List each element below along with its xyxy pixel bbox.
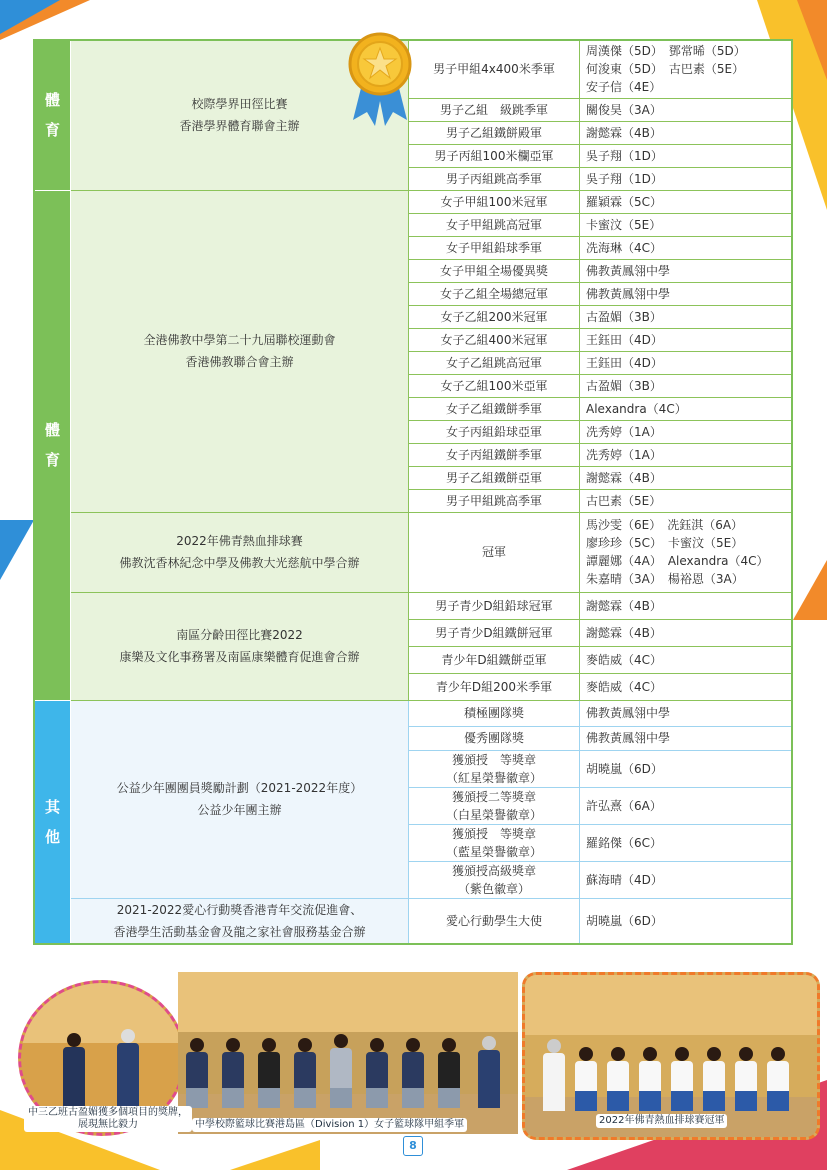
winner-cell: 吳子翔（1D） <box>580 144 793 167</box>
decor-triangle <box>0 0 60 34</box>
winner-cell: Alexandra（4C） <box>580 397 793 420</box>
event-name: 校際學界田徑比賽 香港學界體育聯會主辦 <box>71 40 409 190</box>
award-cell: 女子乙組100米亞軍 <box>409 374 580 397</box>
person-figure <box>330 1034 352 1108</box>
winner-cell: 古巴素（5E） <box>580 489 793 512</box>
award-cell: 女子甲組跳高冠軍 <box>409 213 580 236</box>
award-cell: 女子甲組鉛球季軍 <box>409 236 580 259</box>
award-cell: 積極團隊獎 <box>409 700 580 726</box>
winner-cell: 麥皓威（4C） <box>580 673 793 700</box>
award-cell: 女子甲組全場優異獎 <box>409 259 580 282</box>
winner-cell: 謝懿霖（4B） <box>580 121 793 144</box>
award-cell: 男子丙組100米欄亞軍 <box>409 144 580 167</box>
person-figure <box>735 1047 757 1111</box>
person-figure <box>366 1038 388 1108</box>
category-label: 其 他 <box>34 700 71 944</box>
award-cell: 冠軍 <box>409 512 580 592</box>
winner-cell: 古盈媚（3B） <box>580 305 793 328</box>
award-cell: 優秀團隊獎 <box>409 726 580 750</box>
winner-cell: 周漢傑（5D） 鄧常晞（5D） 何浚東（5D） 古巴素（5E） 安子信（4E） <box>580 40 793 98</box>
winner-cell: 冼秀婷（1A） <box>580 420 793 443</box>
awards-table <box>33 39 793 945</box>
award-cell: 男子乙組鐵餅殿軍 <box>409 121 580 144</box>
section-sports-2 <box>34 190 792 700</box>
winner-cell: 胡曉嵐（6D） <box>580 898 793 944</box>
award-cell: 男子丙組跳高季軍 <box>409 167 580 190</box>
page-number: 8 <box>403 1136 423 1156</box>
medal-icon <box>345 28 415 128</box>
winner-cell: 冼秀婷（1A） <box>580 443 793 466</box>
award-cell: 男子乙組鐵餅亞軍 <box>409 466 580 489</box>
person-figure <box>222 1038 244 1108</box>
winner-cell: 吳子翔（1D） <box>580 167 793 190</box>
award-cell: 女子丙組鐵餅季軍 <box>409 443 580 466</box>
decor-triangle <box>230 1140 320 1170</box>
award-cell: 女子甲組100米冠軍 <box>409 190 580 213</box>
award-cell: 青少年D組鐵餅亞軍 <box>409 646 580 673</box>
winner-cell: 王鈺田（4D） <box>580 351 793 374</box>
photo-background <box>525 975 817 1035</box>
winner-cell: 關俊昊（3A） <box>580 98 793 121</box>
award-cell: 女子乙組全場總冠軍 <box>409 282 580 305</box>
event-name: 全港佛教中學第二十九屆聯校運動會 香港佛教聯合會主辦 <box>71 190 409 512</box>
winner-cell: 蘇海晴（4D） <box>580 861 793 898</box>
award-cell: 女子乙組200米冠軍 <box>409 305 580 328</box>
person-figure <box>258 1038 280 1108</box>
decor-triangle <box>797 0 827 80</box>
person-figure <box>639 1047 661 1111</box>
category-label: 體 育 <box>34 190 71 700</box>
award-cell: 女子乙組400米冠軍 <box>409 328 580 351</box>
winner-cell: 馬沙雯（6E） 冼鈺淇（6A） 廖珍珍（5C） 卡蜜汶（5E） 譚麗娜（4A） Alexandra（4C） 朱嘉晴（3A） 楊裕恩（3A） <box>580 512 793 592</box>
award-cell: 男子青少D組鐵餅冠軍 <box>409 619 580 646</box>
photo-background <box>21 983 183 1043</box>
winner-cell: 佛教黃鳳翎中學 <box>580 726 793 750</box>
person-figure <box>478 1036 500 1108</box>
person-figure <box>703 1047 725 1111</box>
award-cell: 女子乙組跳高冠軍 <box>409 351 580 374</box>
person-figure <box>294 1038 316 1108</box>
winner-cell: 胡曉嵐（6D） <box>580 750 793 787</box>
award-cell: 獲頒授 等獎章 （紅星榮譽徽章） <box>409 750 580 787</box>
winner-cell: 佛教黃鳳翎中學 <box>580 700 793 726</box>
winner-cell: 佛教黃鳳翎中學 <box>580 282 793 305</box>
person-figure <box>575 1047 597 1111</box>
section-others <box>34 700 792 944</box>
category-label: 體 育 <box>34 40 71 190</box>
award-cell: 女子乙組鐵餅季軍 <box>409 397 580 420</box>
award-cell: 愛心行動學生大使 <box>409 898 580 944</box>
photo-caption: 中三乙班古盈媚獲多個項目的獎牌，展現無比毅力 <box>24 1106 192 1132</box>
winner-cell: 謝懿霖（4B） <box>580 466 793 489</box>
awards-table-container <box>33 39 793 945</box>
photo-background <box>178 972 518 1032</box>
event-name: 2021-2022愛心行動獎香港青年交流促進會、 香港學生活動基金會及龍之家社會服務基金合辦 <box>71 898 409 944</box>
person-figure <box>402 1038 424 1108</box>
award-cell: 女子丙組鉛球亞軍 <box>409 420 580 443</box>
person-figure <box>607 1047 629 1111</box>
person-figure <box>117 1029 139 1107</box>
winner-cell: 卡蜜汶（5E） <box>580 213 793 236</box>
photo-basketball-team <box>178 972 518 1134</box>
event-name: 2022年佛青熱血排球賽 佛教沈香林紀念中學及佛教大光慈航中學合辦 <box>71 512 409 592</box>
award-cell: 男子乙組 級跳季軍 <box>409 98 580 121</box>
decor-triangle <box>0 520 34 580</box>
person-figure <box>543 1039 565 1111</box>
photo-caption: 中學校際籃球比賽港島區（Division 1）女子籃球隊甲組季軍 <box>192 1118 467 1132</box>
winner-cell: 許弘熹（6A） <box>580 787 793 824</box>
winner-cell: 謝懿霖（4B） <box>580 592 793 619</box>
person-figure <box>186 1038 208 1108</box>
award-cell: 青少年D組200米季軍 <box>409 673 580 700</box>
award-cell: 獲頒授 等獎章 （藍星榮譽徽章） <box>409 824 580 861</box>
winner-cell: 王鈺田（4D） <box>580 328 793 351</box>
winner-cell: 麥皓威（4C） <box>580 646 793 673</box>
award-cell: 男子甲組跳高季軍 <box>409 489 580 512</box>
person-figure <box>671 1047 693 1111</box>
winner-cell: 佛教黃鳳翎中學 <box>580 259 793 282</box>
award-cell: 獲頒授高級獎章 （紫色徽章） <box>409 861 580 898</box>
winner-cell: 羅銘傑（6C） <box>580 824 793 861</box>
event-name: 公益少年團團員獎勵計劃（2021-2022年度） 公益少年團主辦 <box>71 700 409 898</box>
award-cell: 獲頒授二等獎章 （白星榮譽徽章） <box>409 787 580 824</box>
event-name: 南區分齡田徑比賽2022 康樂及文化事務署及南區康樂體育促進會合辦 <box>71 592 409 700</box>
person-figure <box>63 1033 85 1107</box>
winner-cell: 古盈媚（3B） <box>580 374 793 397</box>
decor-triangle <box>793 560 827 620</box>
winner-cell: 冼海琳（4C） <box>580 236 793 259</box>
winner-cell: 謝懿霖（4B） <box>580 619 793 646</box>
award-cell: 男子甲組4x400米季軍 <box>409 40 580 98</box>
winner-cell: 羅穎霖（5C） <box>580 190 793 213</box>
award-cell: 男子青少D組鉛球冠軍 <box>409 592 580 619</box>
person-figure <box>767 1047 789 1111</box>
photo-caption: 2022年佛青熱血排球賽冠軍 <box>596 1114 727 1128</box>
person-figure <box>438 1038 460 1108</box>
